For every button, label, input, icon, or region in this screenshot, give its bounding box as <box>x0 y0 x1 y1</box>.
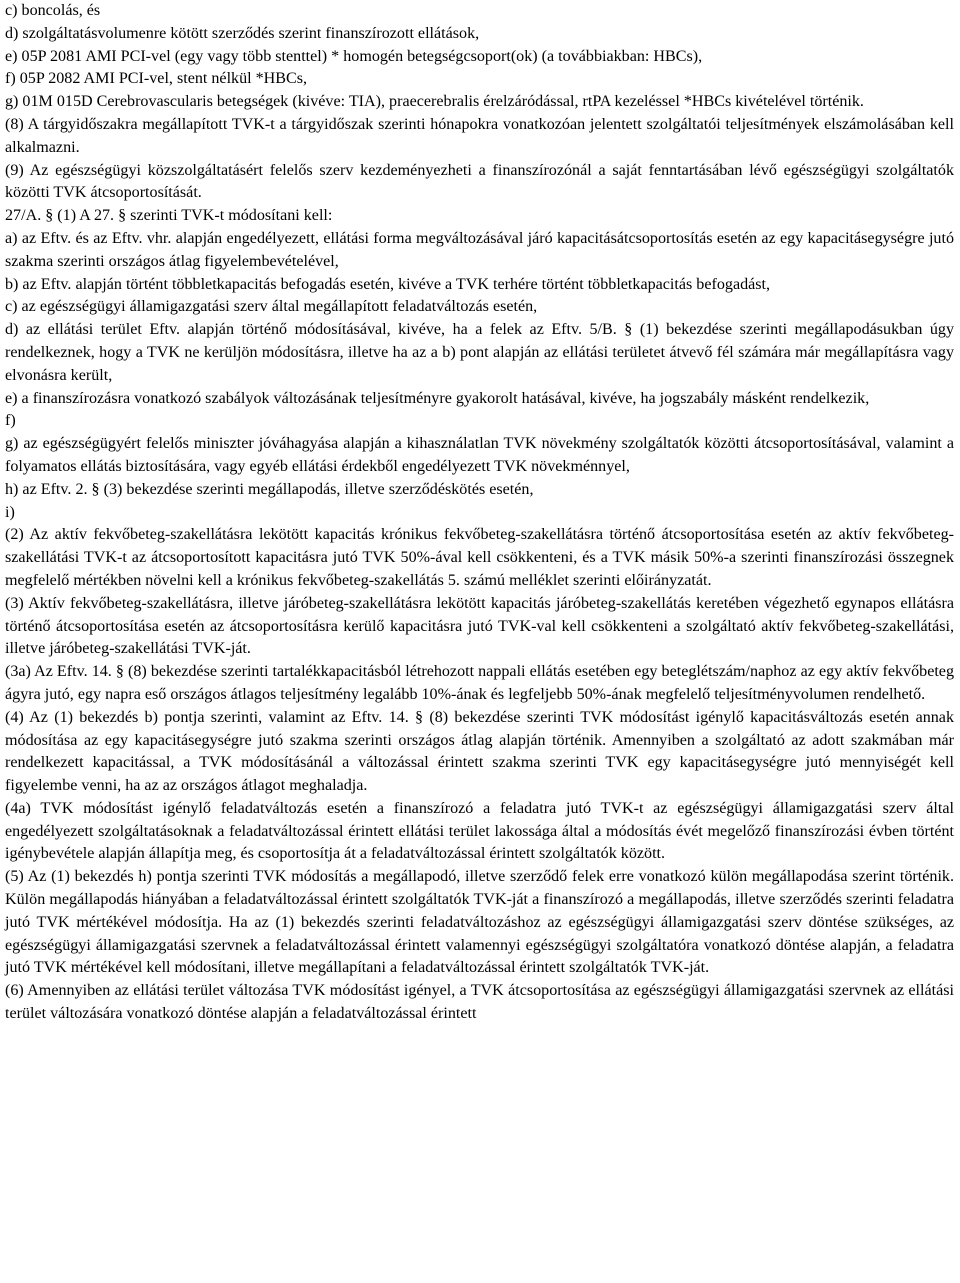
paragraph-27a-4a: (4a) TVK módosítást igénylő feladatváltozás esetén a finanszírozó a feladatra jutó TVK-t az egészségügyi államigazgatási szerv által engedélyezett szolgáltatásoknak a feladatváltozással érintett ellátási terület lakossága által a módosítás évét megelőző finanszírozási évben történt igénybevétele alapján állapítja meg, és csoportosítja át a feladatváltozással érintett szolgáltatók között. <box>5 799 954 863</box>
paragraph-27a-3: (3) Aktív fekvőbeteg-szakellátásra, illetve járóbeteg-szakellátásra lekötött kapacitás járóbeteg-szakellátás keretében végezhető egynapos ellátásra történő átcsoportosítása esetén az átcsoportosításra kerülő kapacitásra jutó TVK-val kell csökkenteni a szolgáltató aktív fekvőbeteg-szakellátási, illetve járóbeteg-szakellátási TVK-ját. <box>5 594 954 658</box>
paragraph-e-05p-2081: e) 05P 2081 AMI PCI-vel (egy vagy több stenttel) * homogén betegségcsoport(ok) (a továbbiakban: HBCs), <box>5 47 703 65</box>
paragraph-8-targyidoszak: (8) A tárgyidőszakra megállapított TVK-t a tárgyidőszak szerinti hónapokra vonatkozóan jelentett szolgáltatói teljesítmények elszámolásában kell alkalmazni. <box>5 115 954 156</box>
paragraph-27a-e: e) a finanszírozásra vonatkozó szabályok változásának teljesítményre gyakorolt hatásával, kivéve, ha jogszabály másként rendelkezik, <box>5 389 870 407</box>
paragraph-27a-b: b) az Eftv. alapján történt többletkapacitás befogadás esetén, kivéve a TVK terhére történt többletkapacitás befogadást, <box>5 275 771 293</box>
paragraph-27a-3a: (3a) Az Eftv. 14. § (8) bekezdése szerinti tartalékkapacitásból létrehozott nappali ellátás esetében egy beteglétszám/naphoz az egy aktív fekvőbeteg ágyra jutó, egy napra eső országos átlagos teljesítmény legalább 10%-ának és legfeljebb 50%-ának megfelelő teljesítményvolumen rendelhető. <box>5 663 954 703</box>
paragraph-27a-6: (6) Amennyiben az ellátási terület változása TVK módosítást igényel, a TVK átcsoportosítása az egészségügyi államigazgatási szervnek az ellátási terület változására vonatkozó döntése alapján a feladatváltozással érintett <box>5 982 954 1023</box>
paragraph-g-01m-015d: g) 01M 015D Cerebrovascularis betegségek (kivéve: TIA), praecerebralis érelzáródással, rtPA kezeléssel *HBCs kivételével történik. <box>5 93 864 111</box>
paragraph-9-kozszolgaltatas: (9) Az egészségügyi közszolgáltatásért felelős szerv kezdeményezheti a finanszírozónál a saját fenntartásában lévő egészségügyi szolgáltatók közötti TVK átcsoportosítását. <box>5 161 954 202</box>
paragraph-27a-a: a) az Eftv. és az Eftv. vhr. alapján engedélyezett, ellátási forma megváltozásával járó kapacitásátcsoportosítás esetén az egy kapacitásegységre jutó szakma szerinti országos átlag figyelembevételével, <box>5 229 954 270</box>
section-heading-27a: 27/A. § (1) A 27. § szerinti TVK-t módosítani kell: <box>5 207 333 225</box>
paragraph-27a-c: c) az egészségügyi államigazgatási szerv által megállapított feladatváltozás esetén, <box>5 298 538 316</box>
paragraph-27a-g: g) az egészségügyért felelős miniszter jóváhagyása alapján a kihasználatlan TVK növekmény szolgáltatók közötti átcsoportosításával, valamint a folyamatos ellátás biztosítására, vagy egyéb ellátási érdekből engedélyezett TVK növekménnyel, <box>5 435 954 475</box>
paragraph-27a-4: (4) Az (1) bekezdés b) pontja szerinti, valamint az Eftv. 14. § (8) bekezdése szerinti TVK módosítást igénylő kapacitásváltozás esetén annak módosítása az egy kapacitásegységre jutó szakma szerinti országos átlag alapján történik. Amennyiben a szolgáltató az adott szakmában már rendelkezett kapacitással, a TVK módosításánál a változással érintett szakma szerinti TVK egy kapacitásegységre jutó mennyiségét kell figyelembe venni, ha az az országos átlagot meghaladja. <box>5 708 954 795</box>
paragraph-27a-f: f) <box>5 412 16 430</box>
paragraph-d-szolgaltatasvolumen: d) szolgáltatásvolumenre kötött szerződés szerint finanszírozott ellátások, <box>5 24 480 42</box>
paragraph-27a-5: (5) Az (1) bekezdés h) pontja szerinti TVK módosítás a megállapodó, illetve szerződő felek erre vonatkozó külön megállapodása szerint történik. Külön megállapodás hiányában a feladatváltozással érintett szolgáltatók TVK-ját a finanszírozó a megállapodás, illetve szerződés szerinti feladatra jutó TVK mértékével módosítja. Ha az (1) bekezdés szerinti feladatváltozáshoz az egészségügyi államigazgatási szerv döntése szükséges, az egészségügyi államigazgatási szervnek a feladatváltozással érintett valamennyi egészségügyi szolgáltatóra vonatkozó döntése alapján, a feladatra jutó TVK mértékével kell módosítani, illetve megállapítani a feladatváltozással érintett szolgáltatók TVK-ját. <box>5 868 954 977</box>
paragraph-27a-d: d) az ellátási terület Eftv. alapján történő módosításával, kivéve, ha a felek az Eftv. 5/B. § (1) bekezdése szerinti megállapodásukban úgy rendelkeznek, hogy a TVK ne kerüljön módosításra, illetve ha az a b) pont alapján az ellátási területet átvevő fél számára már megállapításra vagy elvonásra került, <box>5 321 954 384</box>
paragraph-27a-h: h) az Eftv. 2. § (3) bekezdése szerinti megállapodás, illetve szerződéskötés esetén, <box>5 480 534 498</box>
paragraph-f-05p-2082: f) 05P 2082 AMI PCI-vel, stent nélkül *HBCs, <box>5 70 308 88</box>
paragraph-27a-2: (2) Az aktív fekvőbeteg-szakellátásra lekötött kapacitás krónikus fekvőbeteg-szakellátásra történő átcsoportosítása esetén az aktív fekvőbeteg-szakellátási TVK-t az átcsoportosított kapacitásra jutó TVK 50%-ával kell csökkenteni, és a TVK másik 50%-a szerinti finanszírozási összegnek megfelelő mértékben növelni kell a krónikus fekvőbeteg-szakellátás 5. számú melléklet szerinti előirányzatát. <box>5 526 954 589</box>
paragraph-27a-i: i) <box>5 503 15 521</box>
paragraph-c-boncolas: c) boncolás, és <box>5 2 101 19</box>
